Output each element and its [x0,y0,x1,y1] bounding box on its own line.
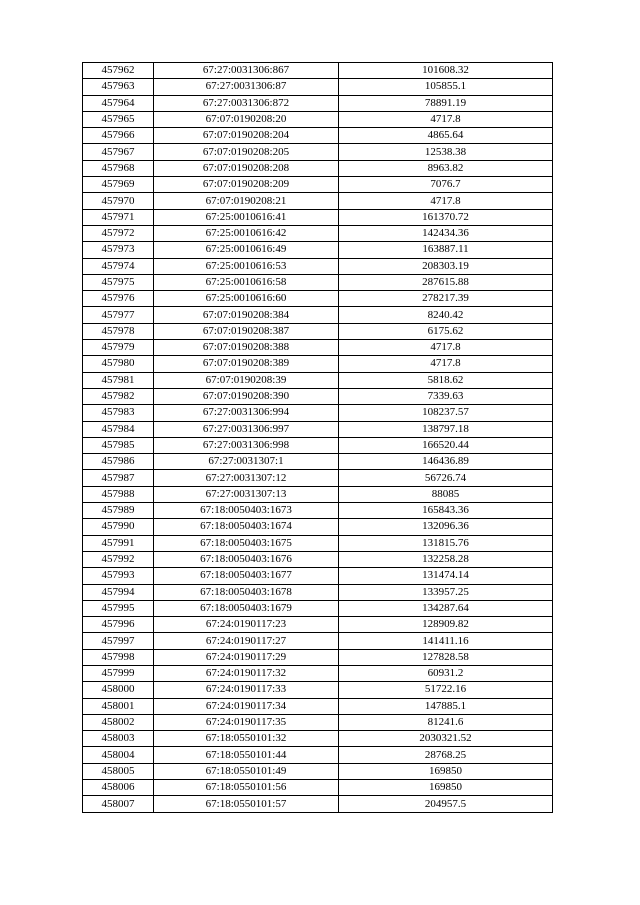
cadastral-number-cell: 67:18:0050403:1679 [154,600,339,616]
row-number-cell: 457969 [83,177,154,193]
value-cell: 132258.28 [339,551,553,567]
cadastral-number-cell: 67:07:0190208:389 [154,356,339,372]
cadastral-number-cell: 67:07:0190208:384 [154,307,339,323]
value-cell: 165843.36 [339,503,553,519]
table-row [83,796,553,812]
cadastral-number-cell: 67:24:0190117:27 [154,633,339,649]
value-cell: 147885.1 [339,698,553,714]
value-cell: 169850 [339,780,553,796]
cadastral-number-cell: 67:27:0031306:998 [154,437,339,453]
cadastral-number-cell: 67:27:0031306:872 [154,95,339,111]
row-number-cell: 457967 [83,144,154,160]
row-number-cell: 458002 [83,714,154,730]
table-row [83,780,553,796]
value-cell: 88085 [339,486,553,502]
value-cell: 4717.8 [339,356,553,372]
table-body [83,63,553,813]
table-row [83,225,553,241]
row-number-cell: 457971 [83,209,154,225]
table-row [83,323,553,339]
table-row [83,160,553,176]
cadastral-number-cell: 67:24:0190117:29 [154,649,339,665]
table-row [83,356,553,372]
cadastral-number-cell: 67:25:0010616:53 [154,258,339,274]
table-row [83,503,553,519]
value-cell: 4865.64 [339,128,553,144]
table-row [83,617,553,633]
cadastral-number-cell: 67:27:0031307:12 [154,470,339,486]
cadastral-number-cell: 67:07:0190208:20 [154,111,339,127]
cadastral-number-cell: 67:24:0190117:34 [154,698,339,714]
table-row [83,649,553,665]
row-number-cell: 457986 [83,454,154,470]
row-number-cell: 457984 [83,421,154,437]
row-number-cell: 457993 [83,568,154,584]
value-cell: 12538.38 [339,144,553,160]
value-cell: 163887.11 [339,242,553,258]
table-row [83,372,553,388]
cadastral-number-cell: 67:27:0031306:997 [154,421,339,437]
row-number-cell: 457985 [83,437,154,453]
value-cell: 204957.5 [339,796,553,812]
cadastral-number-cell: 67:18:0550101:32 [154,731,339,747]
cadastral-number-cell: 67:24:0190117:32 [154,665,339,681]
row-number-cell: 457975 [83,274,154,290]
table-row [83,747,553,763]
cadastral-number-cell: 67:27:0031307:13 [154,486,339,502]
table-row [83,111,553,127]
cadastral-number-cell: 67:18:0550101:57 [154,796,339,812]
row-number-cell: 457991 [83,535,154,551]
row-number-cell: 457973 [83,242,154,258]
value-cell: 4717.8 [339,340,553,356]
row-number-cell: 457994 [83,584,154,600]
value-cell: 78891.19 [339,95,553,111]
value-cell: 108237.57 [339,405,553,421]
table-row [83,486,553,502]
cadastral-number-cell: 67:25:0010616:58 [154,274,339,290]
row-number-cell: 457972 [83,225,154,241]
row-number-cell: 457964 [83,95,154,111]
value-cell: 132096.36 [339,519,553,535]
table-row [83,291,553,307]
value-cell: 169850 [339,763,553,779]
row-number-cell: 458005 [83,763,154,779]
cadastral-number-cell: 67:07:0190208:209 [154,177,339,193]
row-number-cell: 457983 [83,405,154,421]
row-number-cell: 458004 [83,747,154,763]
cadastral-number-cell: 67:27:0031306:994 [154,405,339,421]
table-row [83,79,553,95]
cadastral-number-cell: 67:18:0550101:56 [154,780,339,796]
cadastral-number-cell: 67:07:0190208:390 [154,388,339,404]
value-cell: 138797.18 [339,421,553,437]
value-cell: 131474.14 [339,568,553,584]
table-row [83,682,553,698]
table-row [83,95,553,111]
row-number-cell: 458007 [83,796,154,812]
value-cell: 60931.2 [339,665,553,681]
value-cell: 101608.32 [339,63,553,79]
cadastral-number-cell: 67:18:0050403:1673 [154,503,339,519]
cadastral-number-cell: 67:25:0010616:42 [154,225,339,241]
value-cell: 5818.62 [339,372,553,388]
value-cell: 56726.74 [339,470,553,486]
cadastral-number-cell: 67:27:0031307:1 [154,454,339,470]
row-number-cell: 457982 [83,388,154,404]
value-cell: 105855.1 [339,79,553,95]
value-cell: 7339.63 [339,388,553,404]
cadastral-number-cell: 67:27:0031306:867 [154,63,339,79]
cadastral-number-cell: 67:18:0050403:1677 [154,568,339,584]
value-cell: 7076.7 [339,177,553,193]
row-number-cell: 457976 [83,291,154,307]
table-row [83,177,553,193]
value-cell: 134287.64 [339,600,553,616]
row-number-cell: 457995 [83,600,154,616]
row-number-cell: 457987 [83,470,154,486]
table-row [83,731,553,747]
table-row [83,307,553,323]
value-cell: 146436.89 [339,454,553,470]
row-number-cell: 457974 [83,258,154,274]
value-cell: 278217.39 [339,291,553,307]
cadastral-number-cell: 67:27:0031306:87 [154,79,339,95]
table-row [83,193,553,209]
table-row [83,714,553,730]
table-row [83,421,553,437]
value-cell: 127828.58 [339,649,553,665]
row-number-cell: 457996 [83,617,154,633]
cadastral-number-cell: 67:25:0010616:49 [154,242,339,258]
table-row [83,405,553,421]
cadastral-number-cell: 67:07:0190208:388 [154,340,339,356]
value-cell: 208303.19 [339,258,553,274]
table-row [83,470,553,486]
table-row [83,665,553,681]
value-cell: 4717.8 [339,111,553,127]
cadastral-number-cell: 67:18:0050403:1678 [154,584,339,600]
table-row [83,519,553,535]
row-number-cell: 457980 [83,356,154,372]
cadastral-number-cell: 67:18:0550101:44 [154,747,339,763]
table-row [83,128,553,144]
cadastral-number-cell: 67:25:0010616:60 [154,291,339,307]
value-cell: 142434.36 [339,225,553,241]
value-cell: 2030321.52 [339,731,553,747]
value-cell: 131815.76 [339,535,553,551]
row-number-cell: 457998 [83,649,154,665]
cadastral-number-cell: 67:07:0190208:205 [154,144,339,160]
table-row [83,144,553,160]
table-row [83,698,553,714]
row-number-cell: 457999 [83,665,154,681]
cadastral-number-cell: 67:24:0190117:23 [154,617,339,633]
table-row [83,454,553,470]
row-number-cell: 458000 [83,682,154,698]
cadastral-number-cell: 67:07:0190208:21 [154,193,339,209]
row-number-cell: 457970 [83,193,154,209]
row-number-cell: 457966 [83,128,154,144]
value-cell: 128909.82 [339,617,553,633]
row-number-cell: 457990 [83,519,154,535]
row-number-cell: 457997 [83,633,154,649]
table-row [83,209,553,225]
cadastral-number-cell: 67:07:0190208:208 [154,160,339,176]
table-row [83,584,553,600]
table-row [83,388,553,404]
row-number-cell: 457992 [83,551,154,567]
row-number-cell: 457963 [83,79,154,95]
table-row [83,258,553,274]
row-number-cell: 458003 [83,731,154,747]
row-number-cell: 457977 [83,307,154,323]
value-cell: 4717.8 [339,193,553,209]
value-cell: 81241.6 [339,714,553,730]
cadastral-value-table [82,62,553,813]
cadastral-number-cell: 67:24:0190117:33 [154,682,339,698]
table-row [83,274,553,290]
value-cell: 28768.25 [339,747,553,763]
value-cell: 133957.25 [339,584,553,600]
value-cell: 161370.72 [339,209,553,225]
cadastral-number-cell: 67:07:0190208:204 [154,128,339,144]
value-cell: 8963.82 [339,160,553,176]
row-number-cell: 457965 [83,111,154,127]
value-cell: 141411.16 [339,633,553,649]
table-row [83,242,553,258]
cadastral-number-cell: 67:18:0550101:49 [154,763,339,779]
row-number-cell: 457981 [83,372,154,388]
cadastral-number-cell: 67:07:0190208:387 [154,323,339,339]
table-row [83,63,553,79]
value-cell: 51722.16 [339,682,553,698]
cadastral-number-cell: 67:25:0010616:41 [154,209,339,225]
row-number-cell: 457988 [83,486,154,502]
cadastral-number-cell: 67:18:0050403:1675 [154,535,339,551]
row-number-cell: 458001 [83,698,154,714]
cadastral-number-cell: 67:07:0190208:39 [154,372,339,388]
row-number-cell: 457962 [83,63,154,79]
table-row [83,551,553,567]
table-row [83,600,553,616]
table-row [83,763,553,779]
table-row [83,568,553,584]
row-number-cell: 457989 [83,503,154,519]
value-cell: 287615.88 [339,274,553,290]
value-cell: 6175.62 [339,323,553,339]
table-row [83,437,553,453]
cadastral-number-cell: 67:18:0050403:1676 [154,551,339,567]
row-number-cell: 457979 [83,340,154,356]
row-number-cell: 457978 [83,323,154,339]
value-cell: 166520.44 [339,437,553,453]
value-cell: 8240.42 [339,307,553,323]
row-number-cell: 458006 [83,780,154,796]
row-number-cell: 457968 [83,160,154,176]
table-row [83,535,553,551]
table-row [83,340,553,356]
cadastral-number-cell: 67:18:0050403:1674 [154,519,339,535]
cadastral-number-cell: 67:24:0190117:35 [154,714,339,730]
table-row [83,633,553,649]
